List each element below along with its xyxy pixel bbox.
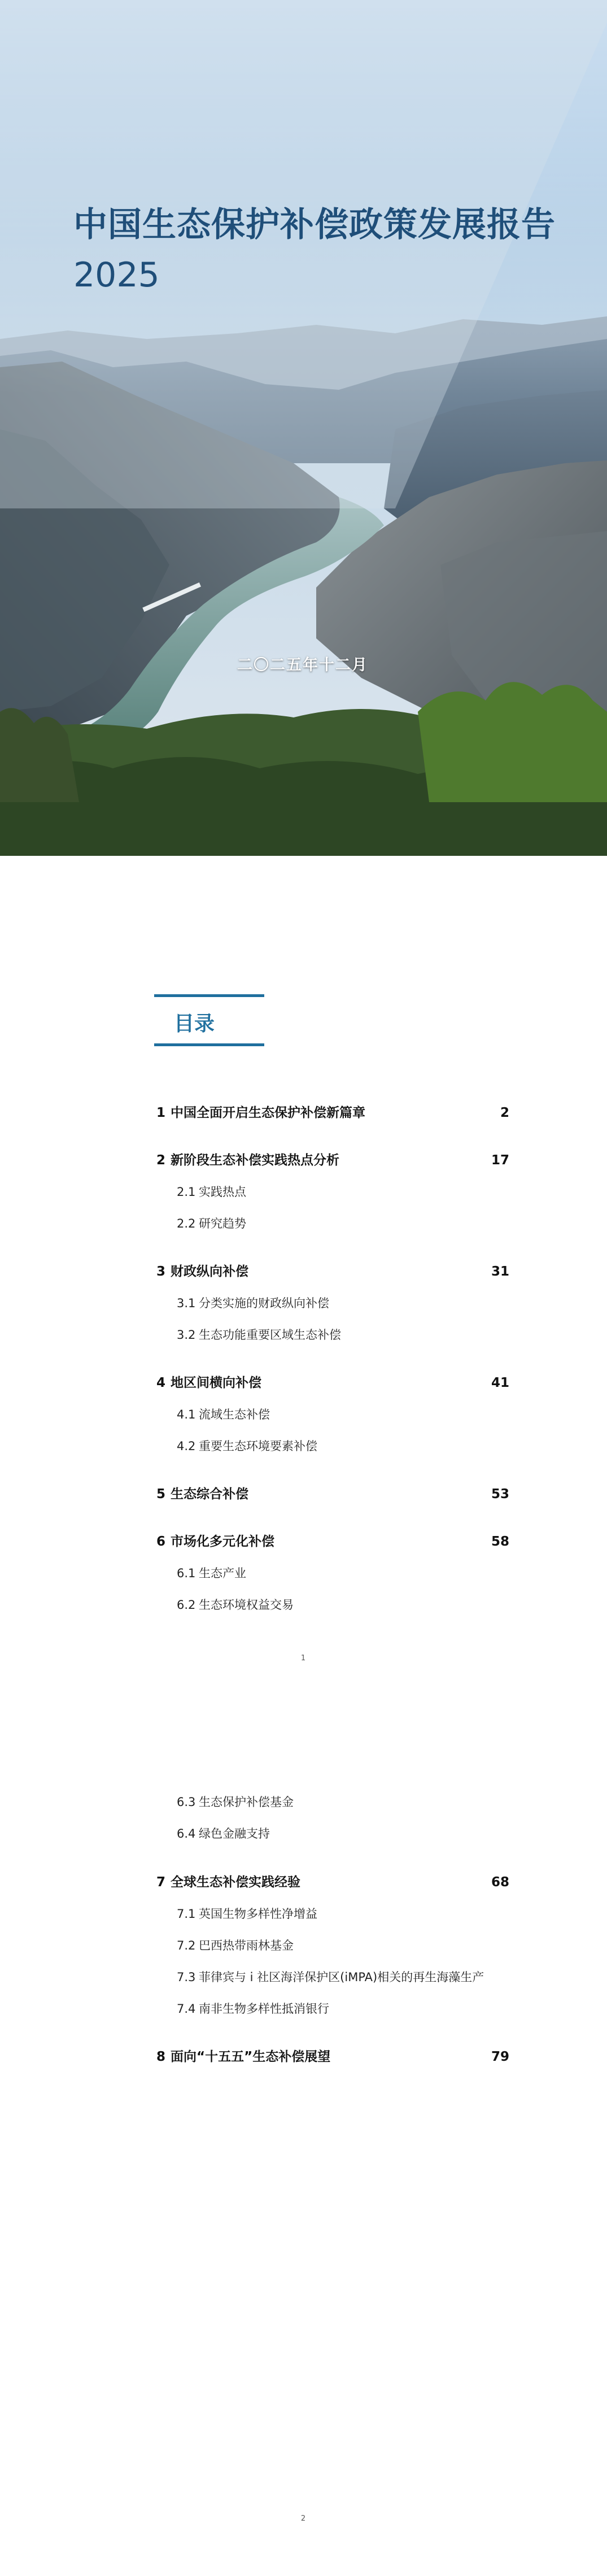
toc-section-3-2[interactable]: [156, 1325, 509, 1344]
toc-section-6-3[interactable]: [156, 1792, 509, 1812]
toc-item-label: 研究趋势: [199, 1217, 246, 1230]
page-number-footer: 2: [300, 2514, 306, 2523]
toc-item-label: 实践热点: [199, 1185, 246, 1199]
toc-chapter-6[interactable]: [156, 1532, 509, 1551]
toc-item-number: 2.2: [177, 1217, 196, 1230]
toc-item-number: 4.2: [177, 1439, 196, 1453]
toc-item-page: 31: [491, 1264, 509, 1279]
toc-item-number: 7.1: [177, 1907, 196, 1921]
toc-page-2: [0, 1703, 607, 2576]
toc-item-label: 生态环境权益交易: [199, 1598, 294, 1612]
toc-item-page: 41: [491, 1376, 509, 1390]
toc-item-label: 绿色金融支持: [199, 1827, 270, 1840]
toc-item-page: 79: [491, 2050, 509, 2064]
toc-item-number: 3.1: [177, 1296, 196, 1310]
toc-item-number: 7: [156, 1875, 166, 1890]
toc-item-page: 17: [491, 1153, 509, 1168]
cover-page: [0, 0, 607, 856]
toc-section-4-1[interactable]: [156, 1405, 509, 1424]
toc-item-number: 6.1: [177, 1567, 196, 1580]
toc-item-number: 5: [156, 1487, 166, 1502]
toc-item-number: 4.1: [177, 1408, 196, 1421]
toc-chapter-5[interactable]: [156, 1485, 509, 1504]
toc-item-label: 新阶段生态补偿实践热点分析: [171, 1153, 339, 1168]
toc-item-number: 1: [156, 1106, 166, 1120]
toc-section-2-2[interactable]: [156, 1214, 509, 1233]
toc-item-page: 58: [491, 1534, 509, 1549]
toc-item-label: 全球生态补偿实践经验: [171, 1875, 300, 1890]
toc-item-label: 英国生物多样性净增益: [199, 1907, 317, 1921]
toc-heading-rule-bottom: [154, 1043, 264, 1046]
toc-heading-rule-top: [154, 994, 264, 997]
toc-item-page: 53: [491, 1487, 509, 1502]
toc-item-label: 巴西热带雨林基金: [199, 1939, 294, 1952]
toc-section-7-1[interactable]: [156, 1904, 509, 1924]
toc-section-7-2[interactable]: [156, 1936, 509, 1955]
toc-item-label: 流域生态补偿: [199, 1408, 270, 1421]
toc-item-label: 地区间横向补偿: [171, 1376, 261, 1390]
toc-heading-block: [154, 994, 264, 1046]
cover-year: 2025: [73, 255, 160, 295]
cover-landscape-image: [0, 0, 607, 856]
page-number-footer: 1: [300, 1654, 306, 1663]
toc-section-6-2[interactable]: [156, 1595, 509, 1615]
toc-chapter-3[interactable]: [156, 1262, 509, 1281]
toc-item-label: 生态产业: [199, 1567, 246, 1580]
toc-page-1: [0, 856, 607, 1703]
toc-item-number: 2.1: [177, 1185, 196, 1199]
toc-item-label: 重要生态环境要素补偿: [199, 1439, 317, 1453]
toc-section-3-1[interactable]: [156, 1294, 509, 1313]
toc-section-6-1[interactable]: [156, 1564, 509, 1583]
cover-title: 中国生态保护补偿政策发展报告: [73, 205, 556, 245]
toc-item-label: 中国全面开启生态保护补偿新篇章: [171, 1106, 365, 1120]
toc-item-number: 8: [156, 2050, 166, 2064]
toc-item-page: 2: [500, 1106, 509, 1120]
toc-item-number: 7.4: [177, 2002, 196, 2016]
toc-item-number: 7.3: [177, 1970, 196, 1984]
toc-item-label: 财政纵向补偿: [171, 1264, 248, 1279]
toc-item-label: 分类实施的财政纵向补偿: [199, 1296, 329, 1310]
toc-section-2-1[interactable]: [156, 1182, 509, 1202]
toc-item-number: 6.4: [177, 1827, 196, 1840]
cover-date: 二〇二五年十二月: [237, 656, 368, 674]
toc-chapter-2[interactable]: [156, 1151, 509, 1170]
toc-item-label: 生态功能重要区域生态补偿: [199, 1328, 341, 1342]
toc-section-7-3[interactable]: [156, 1968, 509, 1987]
toc-chapter-7[interactable]: [156, 1873, 509, 1892]
toc-item-label: 面向“十五五”生态补偿展望: [171, 2050, 331, 2064]
toc-item-number: 4: [156, 1376, 166, 1390]
toc-item-label: 生态保护补偿基金: [199, 1795, 294, 1809]
toc-section-4-2[interactable]: [156, 1437, 509, 1456]
toc-item-number: 2: [156, 1153, 166, 1168]
toc-item-label: 市场化多元化补偿: [171, 1534, 274, 1549]
toc-item-number: 6.2: [177, 1598, 196, 1612]
toc-item-number: 6: [156, 1534, 166, 1549]
toc-item-label: 生态综合补偿: [171, 1487, 248, 1502]
toc-item-number: 3: [156, 1264, 166, 1279]
toc-item-number: 7.2: [177, 1939, 196, 1952]
toc-section-7-4[interactable]: [156, 1999, 509, 2018]
toc-item-page: 68: [491, 1875, 509, 1890]
toc-heading: 目录: [174, 1012, 215, 1035]
toc-item-label: 南非生物多样性抵消银行: [199, 2002, 329, 2016]
toc-section-6-4[interactable]: [156, 1824, 509, 1843]
toc-chapter-8[interactable]: [156, 2047, 509, 2066]
toc-item-label: 菲律宾与 i 社区海洋保护区(iMPA)相关的再生海藻生产: [199, 1970, 484, 1984]
toc-item-number: 6.3: [177, 1795, 196, 1809]
toc-item-number: 3.2: [177, 1328, 196, 1342]
toc-chapter-1[interactable]: [156, 1103, 509, 1122]
toc-chapter-4[interactable]: [156, 1373, 509, 1393]
